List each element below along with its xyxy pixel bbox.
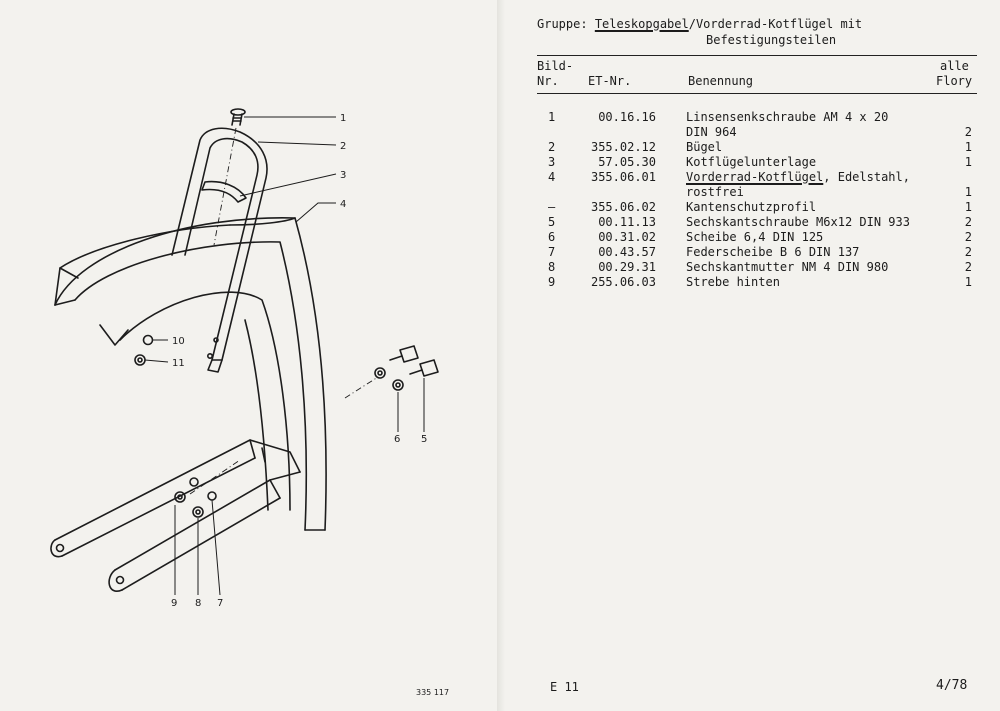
parts-row <box>0 275 1000 290</box>
callout-10: 10 <box>172 336 185 347</box>
parts-list <box>0 110 1000 300</box>
parts-row <box>0 200 1000 215</box>
row-bild: 9 <box>548 275 556 289</box>
row-et-nr: 355.06.02 <box>590 200 656 214</box>
row-name: DIN 964 <box>686 125 737 139</box>
row-name: Kantenschutzprofil <box>686 200 817 214</box>
col-et-nr: ET-Nr. <box>588 74 632 88</box>
row-bild: 8 <box>548 260 556 274</box>
table-header-rule <box>537 93 977 94</box>
row-et-nr: 57.05.30 <box>598 155 656 169</box>
group-title-rest: /Vorderrad-Kotflügel mit <box>688 17 863 31</box>
row-bild: 2 <box>548 140 556 154</box>
group-title-line2: Befestigungsteilen <box>706 33 837 47</box>
row-name: Linsensenkschraube AM 4 x 20 <box>686 110 889 124</box>
row-et-nr: 355.02.12 <box>590 140 656 154</box>
callout-7: 7 <box>217 598 224 609</box>
row-name: Kotflügelunterlage <box>686 155 817 169</box>
parts-row <box>0 125 1000 140</box>
col-qty-line2: Flory <box>936 74 973 88</box>
row-et-nr: 00.43.57 <box>598 245 656 259</box>
fasteners-7-8 <box>175 478 216 517</box>
row-et-nr: 00.16.16 <box>598 110 656 124</box>
row-bild: 7 <box>548 245 556 259</box>
drawing-number: 335 117 <box>416 688 450 697</box>
row-name: rostfrei <box>686 185 744 199</box>
col-benennung: Benennung <box>688 74 754 88</box>
parts-row <box>0 110 1000 125</box>
row-qty: 2 <box>964 245 972 259</box>
row-name: Sechskantmutter NM 4 DIN 980 <box>686 260 889 274</box>
col-bild-line1: Bild- <box>537 59 574 73</box>
row-bild: – <box>548 200 556 214</box>
row-name: Bügel <box>686 140 723 154</box>
row-name: Scheibe 6,4 DIN 125 <box>686 230 824 244</box>
callout-8: 8 <box>195 598 202 609</box>
row-qty: 2 <box>964 125 972 139</box>
parts-row <box>0 230 1000 245</box>
callout-9: 9 <box>171 598 178 609</box>
page-number: 4/78 <box>936 678 968 693</box>
row-bild: 1 <box>548 110 556 124</box>
row-qty: 1 <box>964 155 972 169</box>
row-qty: 1 <box>964 200 972 214</box>
section-code: E 11 <box>550 680 579 694</box>
row-name: Strebe hinten <box>686 275 780 289</box>
row-bild: 3 <box>548 155 556 169</box>
parts-row <box>0 215 1000 230</box>
callout-4: 4 <box>340 199 347 210</box>
parts-row <box>0 155 1000 170</box>
callout-6: 6 <box>394 434 401 445</box>
group-title-line1 <box>537 17 862 31</box>
parts-row <box>0 140 1000 155</box>
parts-row <box>0 170 1000 185</box>
row-qty: 2 <box>964 260 972 274</box>
row-name <box>686 170 910 184</box>
parts-row <box>0 245 1000 260</box>
row-name: Federscheibe B 6 DIN 137 <box>686 245 860 259</box>
fasteners-5-6 <box>375 346 438 390</box>
row-et-nr: 00.11.13 <box>598 215 656 229</box>
callout-2: 2 <box>340 141 347 152</box>
row-bild: 4 <box>548 170 556 184</box>
row-qty: 1 <box>964 275 972 289</box>
row-name-rest: , Edelstahl, <box>823 170 910 184</box>
callout-3: 3 <box>340 170 347 181</box>
row-et-nr: 00.29.31 <box>598 260 656 274</box>
row-qty: 2 <box>964 230 972 244</box>
row-et-nr: 355.06.01 <box>590 170 656 184</box>
row-et-nr: 00.31.02 <box>598 230 656 244</box>
col-qty-line1: alle <box>940 59 969 73</box>
row-bild: 5 <box>548 215 556 229</box>
row-qty: 2 <box>964 215 972 229</box>
parts-row <box>0 260 1000 275</box>
row-bild: 6 <box>548 230 556 244</box>
row-qty: 1 <box>964 140 972 154</box>
parts-row <box>0 185 1000 200</box>
group-prefix: Gruppe: <box>537 17 588 31</box>
table-top-rule <box>537 55 977 56</box>
callout-5: 5 <box>421 434 428 445</box>
callout-11: 11 <box>172 358 185 369</box>
group-name: Teleskopgabel <box>594 17 689 31</box>
row-name-underlined: Vorderrad-Kotflügel <box>686 170 824 184</box>
callout-1: 1 <box>340 113 347 124</box>
row-et-nr: 255.06.03 <box>590 275 656 289</box>
row-qty: 1 <box>964 185 972 199</box>
col-bild-line2: Nr. <box>537 74 559 88</box>
row-name: Sechskantschraube M6x12 DIN 933 <box>686 215 910 229</box>
